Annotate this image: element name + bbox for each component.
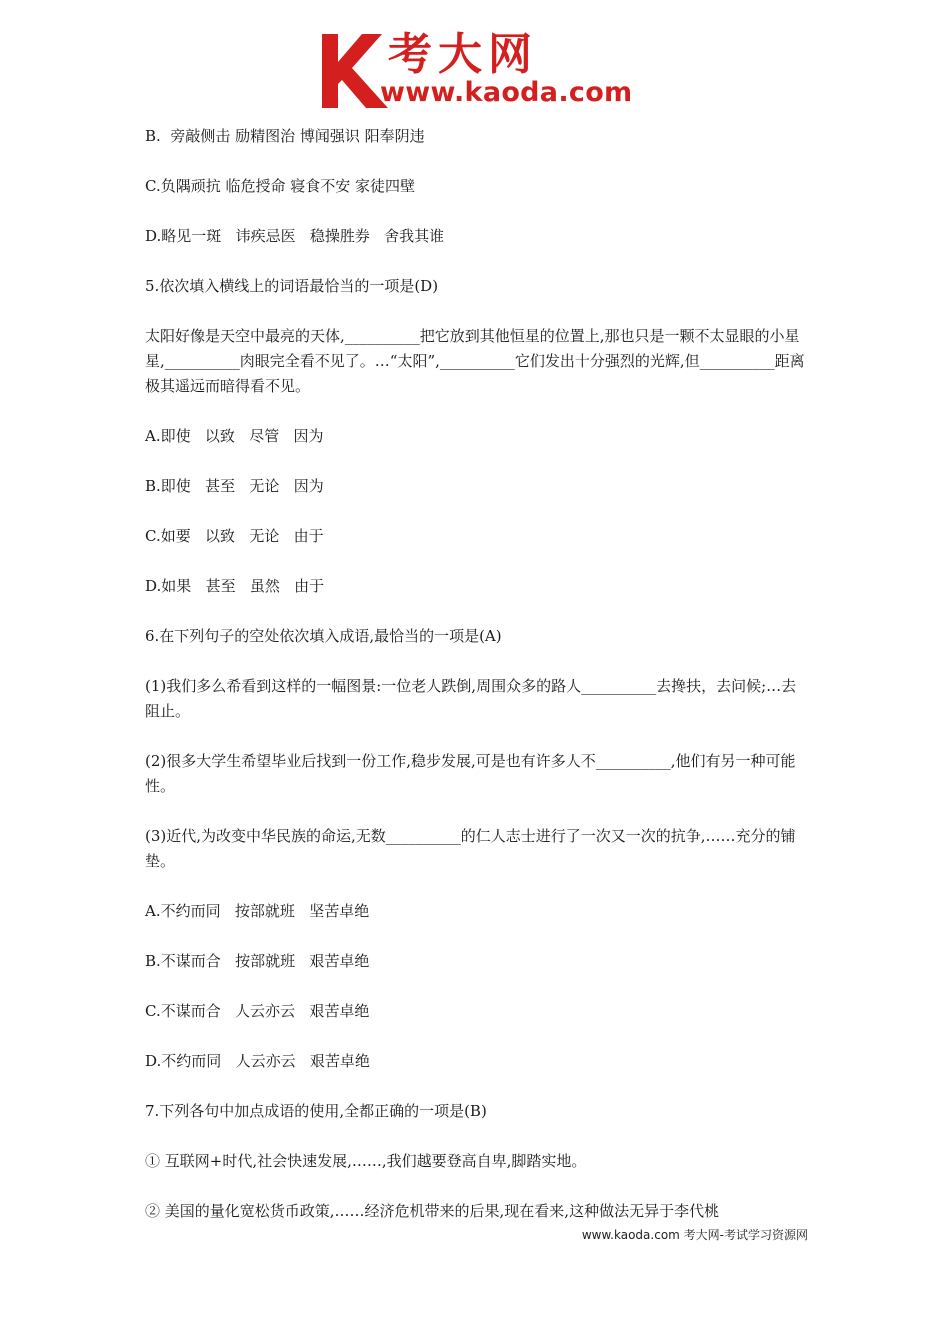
option-line: C.如要 以致 无论 由于 (145, 527, 324, 545)
option-line: D.如果 甚至 虽然 由于 (145, 577, 325, 595)
page-footer: www.kaoda.com 考大网-考试学习资源网 (581, 1228, 808, 1242)
logo-url: www.kaoda.com (380, 77, 633, 108)
option-line: B.不谋而合 按部就班 艰苦卓绝 (145, 952, 370, 970)
option-line: C.负隅顽抗 临危授命 寝食不安 家徒四壁 (145, 177, 416, 195)
question-7: 7.下列各句中加点成语的使用,全都正确的一项是(B) (145, 1102, 487, 1120)
option-line: B.即使 甚至 无论 因为 (145, 477, 324, 495)
option-line: D.略见一斑 讳疾忌医 稳操胜券 舍我其谁 (145, 227, 445, 245)
option-line: D.不约而同 人云亦云 艰苦卓绝 (145, 1052, 370, 1070)
question-7-item-2: ② 美国的量化宽松货币政策,……经济危机带来的后果,现在看来,这种做法无异于李代桃 (145, 1202, 720, 1220)
question-5-passage: 太阳好像是天空中最亮的天体,__________把它放到其他恒星的位置上,那也只是一颗不太显眼的小星星,__________肉眼完全看不见了。…“太阳”,__________它们发出十分强烈的光辉,但__________距离极其遥远而暗得看不见。 (145, 327, 805, 395)
question-6-sentence-1: (1)我们多么希看到这样的一幅图景:一位老人跌倒,周围众多的路人__________去搀扶，去问候;…去阻止。 (145, 677, 797, 720)
question-7-item-1: ① 互联网+时代,社会快速发展,……,我们越要登高自卑,脚踏实地。 (145, 1152, 587, 1170)
site-logo (318, 28, 638, 112)
question-6-sentence-3: (3)近代,为改变中华民族的命运,无数__________的仁人志士进行了一次又一次的抗争,……充分的铺垫。 (145, 827, 796, 870)
document-body (145, 124, 811, 1249)
option-line: A.即使 以致 尽管 因为 (145, 427, 324, 445)
option-line: C.不谋而合 人云亦云 艰苦卓绝 (145, 1002, 370, 1020)
logo-chinese-name: 考大网 (388, 29, 538, 80)
question-5: 5.依次填入横线上的词语最恰当的一项是(D) (145, 277, 439, 295)
question-6-sentence-2: (2)很多大学生希望毕业后找到一份工作,稳步发展,可是也有许多人不__________,他们有另一种可能性。 (145, 752, 796, 795)
option-line: B. 旁敲侧击 励精图治 博闻强识 阳奉阴违 (145, 127, 425, 145)
option-line: A.不约而同 按部就班 坚苦卓绝 (145, 902, 370, 920)
question-6: 6.在下列句子的空处依次填入成语,最恰当的一项是(A) (145, 627, 502, 645)
